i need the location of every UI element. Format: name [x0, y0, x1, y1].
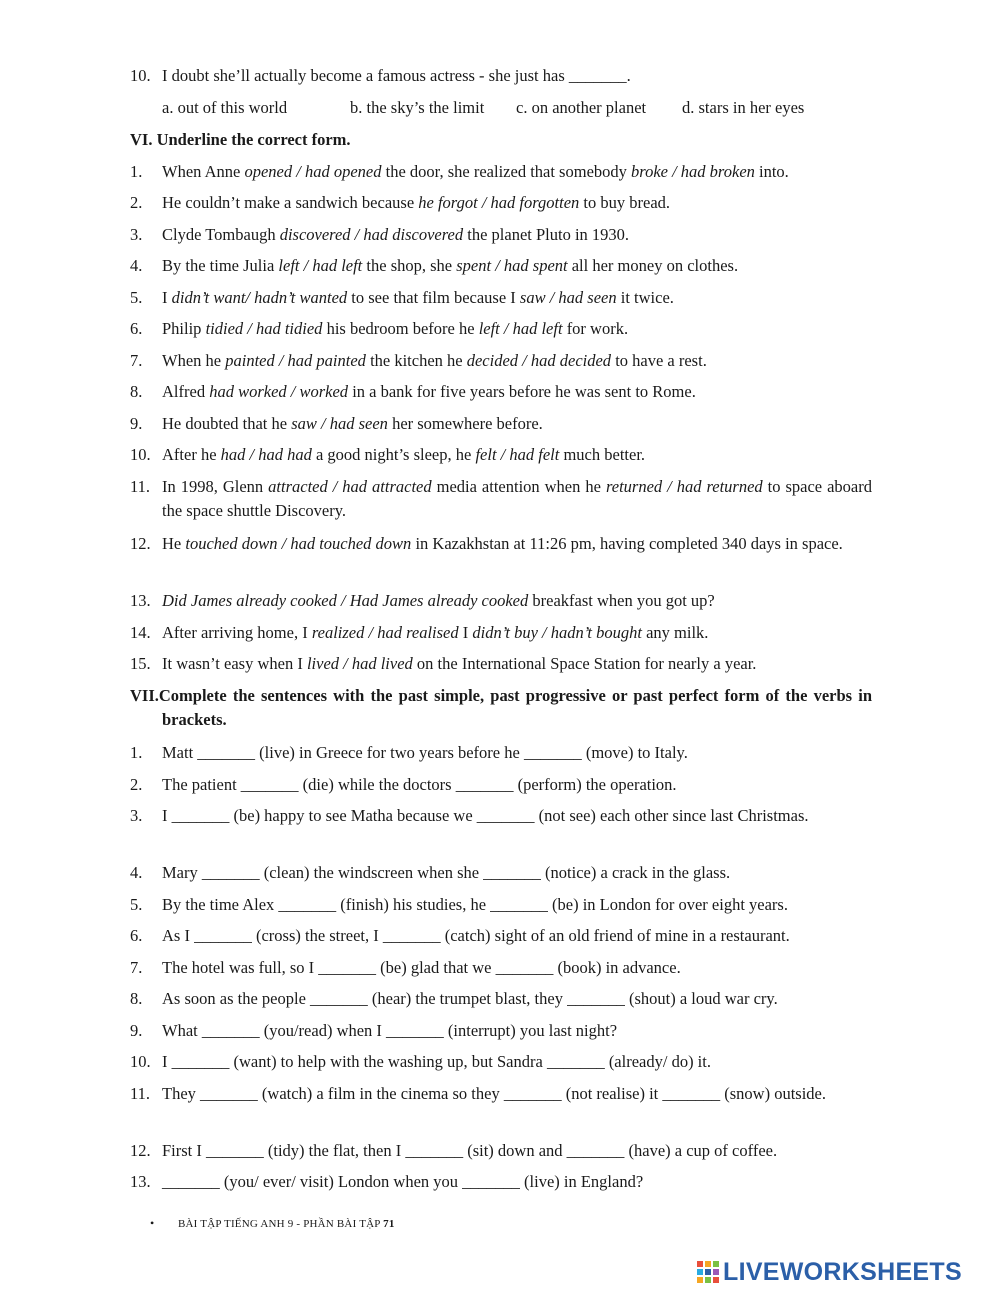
section-6-item — [130, 191, 872, 215]
sentence-fragment: his bedroom before he — [322, 319, 479, 338]
section-7-item — [130, 893, 872, 917]
choice-options[interactable]: lived / had lived — [306, 654, 413, 673]
section-7-item — [130, 1050, 872, 1074]
sentence-fragment: the door, she realized that somebody — [381, 162, 632, 181]
sentence-fragment: By the time Julia — [162, 256, 279, 275]
fill-in-sentence[interactable]: First I _______ (tidy) the flat, then I _______ (sit) down and _______ (have) a cup of coffee. — [162, 1141, 778, 1160]
item-number: 10. — [130, 1052, 151, 1071]
item-number: 14. — [130, 623, 151, 642]
option-d: d. stars in her eyes — [682, 98, 805, 117]
item-sentence — [162, 317, 872, 341]
sentence-fragment: in Kazakhstan at 11:26 pm, having completed 340 days in space. — [411, 534, 843, 553]
sentence-fragment: to buy bread. — [579, 193, 671, 212]
section-6-item — [130, 443, 872, 467]
item-sentence — [162, 380, 872, 404]
item-sentence — [162, 621, 872, 645]
sentence-fragment: media attention when he — [431, 477, 606, 496]
section-7-item — [130, 804, 872, 828]
item-sentence — [162, 160, 872, 184]
sentence-fragment: much better. — [559, 445, 646, 464]
option-a: a. out of this world — [162, 98, 288, 117]
sentence-fragment: breakfast when you got up? — [528, 591, 715, 610]
question-text: I doubt she’ll actually become a famous actress - she just has _______. — [162, 66, 631, 85]
item-number: 12. — [130, 534, 151, 553]
question-10-options — [162, 96, 904, 120]
logo-grid-icon — [697, 1261, 719, 1283]
section-6-item — [130, 254, 872, 278]
item-sentence — [162, 532, 872, 556]
choice-options[interactable]: had / had had — [220, 445, 312, 464]
sentence-fragment: the shop, she — [362, 256, 457, 275]
choice-options[interactable]: opened / had opened — [244, 162, 382, 181]
choice-options[interactable]: realized / had realised — [311, 623, 459, 642]
item-sentence — [162, 349, 872, 373]
brand-name: LIVEWORKSHEETS — [723, 1257, 962, 1286]
sentence-fragment: Alfred — [162, 382, 210, 401]
choice-options[interactable]: spent / had spent — [456, 256, 568, 275]
fill-in-sentence[interactable]: _______ (you/ ever/ visit) London when you _______ (live) in England? — [162, 1172, 644, 1191]
sentence-fragment: to have a rest. — [611, 351, 707, 370]
item-sentence — [162, 286, 872, 310]
choice-options[interactable]: didn’t want/ hadn’t wanted — [171, 288, 348, 307]
item-number: 13. — [130, 591, 151, 610]
section-7-item — [130, 1082, 872, 1106]
choice-options[interactable]: Did James already cooked / Had James already cooked — [162, 591, 529, 610]
page-footer — [150, 1216, 395, 1231]
choice-options[interactable]: returned / had returned — [605, 477, 763, 496]
section-7-item — [130, 861, 872, 885]
item-sentence — [162, 589, 872, 613]
sentence-fragment: a good night’s sleep, he — [311, 445, 476, 464]
section-6-item — [130, 286, 872, 310]
choice-options[interactable]: he forgot / had forgotten — [418, 193, 580, 212]
item-number: 6. — [130, 319, 143, 338]
fill-in-sentence[interactable]: As soon as the people _______ (hear) the trumpet blast, they _______ (shout) a loud war cry. — [162, 989, 778, 1008]
choice-options[interactable]: discovered / had discovered — [279, 225, 464, 244]
choice-options[interactable]: saw / had seen — [291, 414, 388, 433]
section-6-item — [130, 412, 872, 436]
sentence-fragment: it twice. — [616, 288, 674, 307]
choice-options[interactable]: saw / had seen — [519, 288, 617, 307]
item-number: 11. — [130, 1084, 151, 1103]
section-6-item — [130, 532, 872, 556]
section-7-item — [130, 924, 872, 948]
choice-options[interactable]: tidied / had tidied — [205, 319, 323, 338]
fill-in-sentence[interactable]: The patient _______ (die) while the doctors _______ (perform) the operation. — [162, 775, 677, 794]
section-6-item — [130, 652, 872, 676]
section-7-item — [130, 1139, 872, 1163]
choice-options[interactable]: broke / had broken — [631, 162, 755, 181]
item-number: 1. — [130, 162, 143, 181]
item-number: 11. — [130, 477, 151, 496]
item-number: 5. — [130, 288, 143, 307]
item-number: 12. — [130, 1141, 151, 1160]
section-7-item — [130, 987, 872, 1011]
sentence-fragment: to see that film because I — [347, 288, 520, 307]
item-number: 8. — [130, 382, 143, 401]
sentence-fragment: Clyde Tombaugh — [162, 225, 280, 244]
bullet-icon: • — [150, 1216, 155, 1230]
section-7-item — [130, 956, 872, 980]
section-7-item — [130, 741, 872, 765]
item-number: 8. — [130, 989, 143, 1008]
item-number: 1. — [130, 743, 143, 762]
item-number: 3. — [130, 225, 143, 244]
item-sentence — [162, 475, 872, 523]
item-number: 5. — [130, 895, 143, 914]
option-c: c. on another planet — [516, 98, 647, 117]
section-6-item — [130, 223, 872, 247]
fill-in-sentence[interactable]: I _______ (want) to help with the washing up, but Sandra _______ (already/ do) it. — [162, 1052, 711, 1071]
sentence-fragment: into. — [754, 162, 789, 181]
sentence-fragment: the planet Pluto in 1930. — [463, 225, 630, 244]
fill-in-sentence[interactable]: What _______ (you/read) when I _______ (interrupt) you last night? — [162, 1021, 618, 1040]
section-7-title — [130, 684, 872, 732]
item-sentence — [162, 412, 872, 436]
footer-page-number: 71 — [383, 1218, 395, 1230]
sentence-fragment: all her money on clothes. — [567, 256, 739, 275]
sentence-fragment: for work. — [562, 319, 629, 338]
item-number: 6. — [130, 926, 143, 945]
section-6-item — [130, 589, 872, 613]
section-7-item — [130, 1019, 872, 1043]
section-6-item — [130, 621, 872, 645]
item-number: 15. — [130, 654, 151, 673]
sentence-fragment: I — [458, 623, 473, 642]
sentence-fragment: He — [162, 534, 186, 553]
item-number: 2. — [130, 193, 143, 212]
question-number: 10. — [130, 66, 151, 85]
choice-options[interactable]: attracted / had attracted — [268, 477, 432, 496]
item-number: 7. — [130, 958, 143, 977]
section-7-title-text: VII.Complete the sentences with the past simple, past progressive or past perfect form of the verbs in brackets. — [130, 686, 872, 729]
fill-in-sentence[interactable]: The hotel was full, so I _______ (be) glad that we _______ (book) in advance. — [162, 958, 681, 977]
sentence-fragment: on the International Space Station for nearly a year. — [412, 654, 757, 673]
sentence-fragment: It wasn’t easy when I — [162, 654, 307, 673]
section-7-item — [130, 773, 872, 797]
sentence-fragment: I — [162, 288, 172, 307]
sentence-fragment: When he — [162, 351, 226, 370]
section-6-item — [130, 475, 872, 523]
item-sentence — [162, 254, 872, 278]
sentence-fragment: in a bank for five years before he was sent to Rome. — [348, 382, 696, 401]
sentence-fragment: Philip — [162, 319, 206, 338]
fill-in-sentence[interactable]: By the time Alex _______ (finish) his studies, he _______ (be) in London for over eight years. — [162, 895, 788, 914]
liveworksheets-logo[interactable] — [697, 1258, 962, 1286]
sentence-fragment: When Anne — [162, 162, 245, 181]
item-number: 4. — [130, 863, 143, 882]
item-number: 7. — [130, 351, 143, 370]
item-number: 9. — [130, 1021, 143, 1040]
section-6-item — [130, 349, 872, 373]
section-7-item — [130, 1170, 872, 1194]
sentence-fragment: the kitchen he — [365, 351, 467, 370]
item-sentence — [162, 191, 872, 215]
item-sentence — [162, 443, 872, 467]
footer-text: BÀI TẬP TIẾNG ANH 9 - PHẦN BÀI TẬP — [178, 1218, 384, 1230]
fill-in-sentence[interactable]: Matt _______ (live) in Greece for two years before he _______ (move) to Italy. — [162, 743, 688, 762]
section-6-item — [130, 380, 872, 404]
fill-in-sentence[interactable]: As I _______ (cross) the street, I _______ (catch) sight of an old friend of mine in a restaurant. — [162, 926, 790, 945]
item-sentence — [162, 652, 872, 676]
choice-options[interactable]: didn’t buy / hadn’t bought — [472, 623, 642, 642]
choice-options[interactable]: had worked / worked — [209, 382, 349, 401]
section-6-title: VI. Underline the correct form. — [130, 130, 351, 149]
choice-options[interactable]: touched down / had touched down — [185, 534, 412, 553]
sentence-fragment: In 1998, Glenn — [162, 477, 269, 496]
choice-options[interactable]: left / had left — [478, 319, 563, 338]
sentence-fragment: He couldn’t make a sandwich because — [162, 193, 419, 212]
section-6-item — [130, 317, 872, 341]
item-number: 3. — [130, 806, 143, 825]
question-10-prev — [130, 64, 872, 88]
fill-in-sentence[interactable]: Mary _______ (clean) the windscreen when she _______ (notice) a crack in the glass. — [162, 863, 731, 882]
choice-options[interactable]: painted / had painted — [225, 351, 366, 370]
item-number: 13. — [130, 1172, 151, 1191]
sentence-fragment: He doubted that he — [162, 414, 292, 433]
choice-options[interactable]: decided / had decided — [466, 351, 612, 370]
item-sentence — [162, 223, 872, 247]
choice-options[interactable]: felt / had felt — [475, 445, 560, 464]
item-number: 9. — [130, 414, 143, 433]
sentence-fragment: any milk. — [641, 623, 709, 642]
fill-in-sentence[interactable]: They _______ (watch) a film in the cinema so they _______ (not realise) it _______ (snow) outside. — [162, 1084, 826, 1103]
sentence-fragment: After he — [162, 445, 221, 464]
item-number: 10. — [130, 445, 151, 464]
sentence-fragment: her somewhere before. — [387, 414, 543, 433]
section-6-item — [130, 160, 872, 184]
sentence-fragment: After arriving home, I — [162, 623, 312, 642]
choice-options[interactable]: left / had left — [278, 256, 363, 275]
fill-in-sentence[interactable]: I _______ (be) happy to see Matha because we _______ (not see) each other since last Christmas. — [162, 806, 809, 825]
sentence-fragment: to space aboard the space shuttle Discovery. — [162, 477, 873, 520]
item-number: 2. — [130, 775, 143, 794]
option-b: b. the sky’s the limit — [350, 98, 485, 117]
item-number: 4. — [130, 256, 143, 275]
